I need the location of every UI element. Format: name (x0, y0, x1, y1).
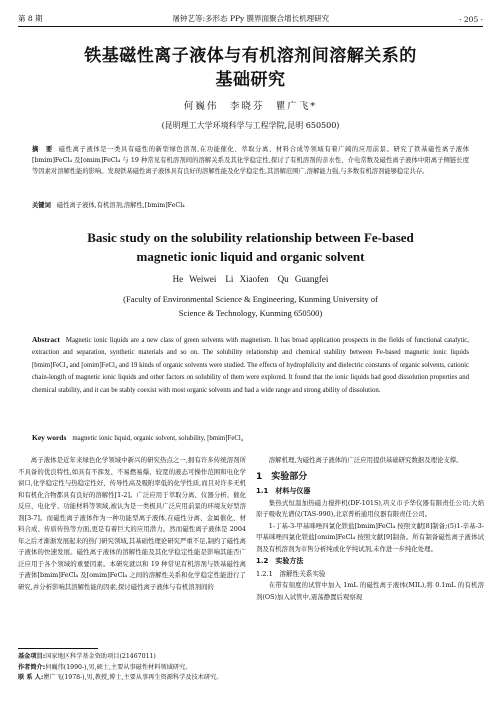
title-en-line1: Basic study on the solubility relationship between Fe-based (87, 230, 414, 245)
materials-paragraph: 集热式恒温加热磁力搅拌机(DF-101S),巩义市予华仪器有限责任公司;大焰原子吸收光谱仪(TAS-990),北京普析通用仪器有限责任公司。 (256, 498, 484, 518)
footnote-rule (18, 648, 98, 649)
footnote-author-text: 何巍伟(1990-),男,硕士,主要从事磁性材料领域研究。 (45, 663, 192, 671)
running-header (18, 10, 483, 24)
footnote-author-label: 作者简介: (18, 663, 46, 671)
abstract-en (32, 334, 469, 397)
affiliation-cn: (昆明理工大学环境科学与工程学院,昆明 650500) (161, 121, 340, 130)
footnote-contact-text: 瞿广飞(1978-),男,教授,博士,主要从事再生资源科学及技术研究。 (43, 674, 223, 681)
paper-title-cn (30, 44, 471, 92)
subsubsection-heading-1-2-1: 1.2.1 溶解性关系实验 (256, 570, 326, 578)
abstract-en-label: Abstract (32, 335, 60, 344)
abstract-en-text: Magnetic ionic liquids are a new class of green solvents with magnetism. It has broad application prospects in the fields of functional catalytic, extraction and separation, synthetic materials and so on. The solubility relationship and chemical stability between Fe-based magnetic ionic liquids [bmim]FeCl₄ and [omim]FeCl₄ and 19 kinds of organic solvents were studied. The effects of hydrophilicity and dielectric constants of organic solvents, cationic chain-length of magnetic ionic liquids and other factors on solubility of them were explored. It found that the ionic liquids had good dissolution properties and chemical stability, and it can be stably coexist with most organic solvents and had a wide range and strong ability of dissolution. (32, 337, 469, 394)
keywords-en (32, 432, 469, 445)
abstract-cn-text: 磁性离子液体是一类具有磁性的新型绿色溶剂,在功能催化、萃取分离、材料合成等领域有着广阔的应用前景。研究了铁基磁性离子液体[bmim]FeCl₄ 及[omim]FeCl₄ 与 19 种常见有机溶剂间的溶解关系及其化学稳定性,探讨了有机溶剂的亲水性、介电常数及磁性离子液体中阳离子侧链长度等因素对溶解性能的影响。发现铁基磁性离子液体具有良好的溶解性能及化学稳定性,其溶解范围广,溶解能力强,与多数有机溶剂能够稳定共存。 (32, 146, 469, 175)
affiliation-en (40, 292, 461, 320)
title-en-line2: magnetic ionic liquid and organic solvent (136, 249, 365, 264)
footnote-author (18, 663, 258, 674)
page-number: · 205 · (459, 15, 483, 24)
keywords-cn (32, 200, 469, 211)
title-cn-line2: 基础研究 (215, 70, 286, 90)
abstract-cn-label: 摘 要 (32, 146, 53, 153)
reagents-paragraph: 1-丁基-3-甲基咪唑四氯化铁盐[bmim]FeCl₄ 按照文献[8]制备;(5)1-辛基-3-甲基咪唑四氯化铁盐[omim]FeCl₄ 按照文献[9]制备。所有制备磁性离子液体试剂及有机溶剂为市售分析纯或化学纯试剂,未作进一步纯化处理。 (256, 521, 484, 553)
keywords-en-label: Key words (32, 433, 67, 442)
body-column-right (256, 455, 484, 603)
keywords-en-text: magnetic ionic liquid, organic solvent, solubility, [bmim]FeCl₄ (72, 435, 244, 442)
footnote-fund-text: 国家地区科学基金资助项目(21467011) (45, 653, 156, 660)
body-column-left (18, 455, 246, 593)
authors-cn: 何巍伟 李晓芬 瞿广飞* (183, 101, 318, 112)
footnote-fund-label: 基金项目: (18, 653, 46, 660)
method-paragraph: 在带有刻度的试管中加入 1mL 的磁性离子液体(MIL),将 0.1mL 的有机溶剂(OS)加入试管中,震荡静置后观察现 (256, 581, 484, 601)
footnote-fund (18, 652, 258, 663)
title-cn-line1: 铁基磁性离子液体与有机溶剂间溶解关系的 (84, 46, 417, 66)
paper-title-en (30, 228, 471, 266)
affiliation-en-line1: (Faculty of Environmental Science & Engineering, Kunming University of (123, 294, 378, 304)
intro-paragraph: 离子液体是近年来绿色化学领域中新兴的研究热点之一,拥有许多传统溶剂所不具备的优良特性,如具有不挥发、不易燃易爆、较宽的液态可操作范围和电化学窗口,化学稳定性与热稳定性好、传导性高及吸附率低的化学性质,而且对许多无机和有机化合物都具有良好的溶解性[1-2]。广泛应用于萃取分离、仪器分析、催化反应、电化学、功能材料等领域,被认为是一类极具广泛应用前景的环境友好型溶剂[3-7]。而磁性离子液体作为一种功能型离子液体,在磁性分离、金属催化、材料合成、传质传热等方面,更是有着巨大的应用潜力。然而磁性离子液体是 2004 年之后才渐渐发展起来的热门研究领域,其基础性理论研究严重不足,制约了磁性离子液体的快速发展。磁性离子液体的溶解性能及其化学稳定性能是影响其能否广泛应用于各个领域的重要因素。本研究就以和 19 种常见有机溶剂与铁基磁性离子液体[bmim]FeCl₄ 及[omim]FeCl₄ 之间的溶解性关系和化学稳定性能进行了研究,并分析影响其溶解性能的因素,探讨磁性离子液体与有机溶剂间的 (18, 456, 246, 591)
header-rule (18, 26, 483, 27)
issue-number: 第 8 期 (18, 14, 43, 23)
keywords-cn-text: 磁性离子液体,有机溶剂,溶解性,[bmim]FeCl₄ (56, 202, 185, 209)
subsection-heading-1-2: 1.2 实验方法 (256, 557, 304, 565)
footnote-contact (18, 673, 258, 684)
subsection-heading-1-1: 1.1 材料与仪器 (256, 486, 311, 495)
keywords-cn-label: 关键词 (32, 202, 51, 209)
footnote-contact-label: 联 系 人: (18, 674, 44, 681)
authors-en: He Weiwei Li Xiaofen Qu Guangfei (172, 274, 329, 284)
abstract-cn (32, 144, 469, 177)
running-title: 屠钟艺等:多形态 PPy 膜界面聚合增长机理研究 (172, 14, 330, 23)
intro-paragraph-continued: 溶解机理,为磁性离子液体的广泛应用提供基础研究数据及理论支撑。 (268, 456, 463, 464)
section-heading-1: 1 实验部分 (256, 471, 308, 482)
affiliation-en-line2: Science & Technology, Kunming 650500) (178, 308, 323, 318)
footnotes (18, 652, 258, 684)
